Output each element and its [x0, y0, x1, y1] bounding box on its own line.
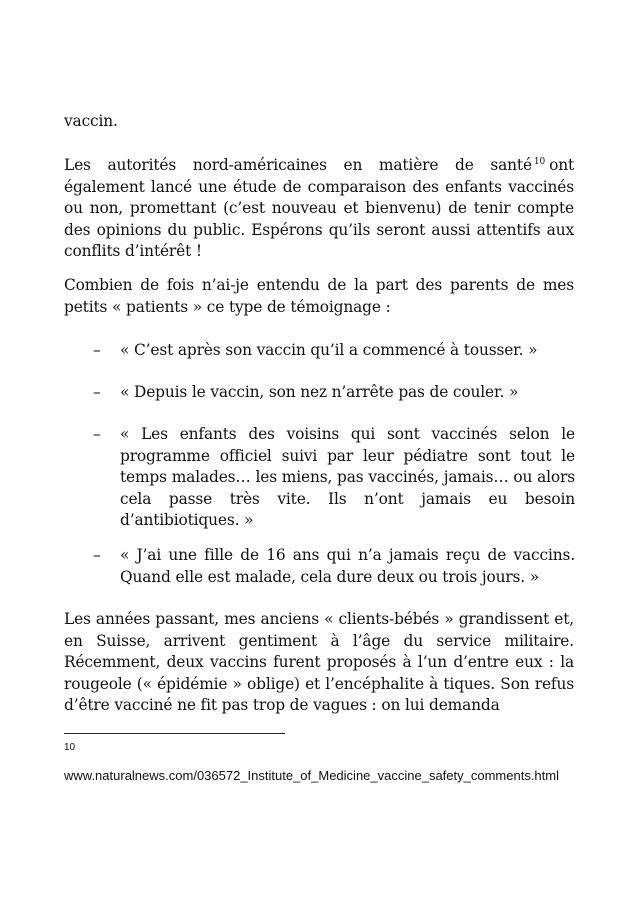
- list-item-text: « Les enfants des voisins qui sont vaccinés selon le programme officiel suivi par leur pédiatre sont tout le temps malades… les miens, pas vaccinés, jamais… ou alors cela passe très vite. Ils n’ont jamais eu besoin d’antibiotiques. »: [120, 425, 575, 529]
- list-item: [93, 340, 575, 362]
- paragraph-text: Combien de fois n’ai-je entendu de la part des parents de mes petits « patients » ce type de témoignage :: [64, 276, 574, 316]
- paragraph-text: vaccin.: [64, 112, 118, 130]
- list-item-text: « J’ai une fille de 16 ans qui n’a jamais reçu de vaccins. Quand elle est malade, cela dure deux ou trois jours. »: [120, 546, 575, 586]
- list-item-text: « C’est après son vaccin qu’il a commencé à tousser. »: [120, 341, 538, 359]
- footnote-url[interactable]: www.naturalnews.com/036572_Institute_of_Medicine_vaccine_safety_comments.html: [64, 768, 559, 783]
- list-item: [93, 382, 575, 404]
- paragraph-text: Les années passant, mes anciens « clients-bébés » grandissent et, en Suisse, arrivent gentiment à l’âge du service militaire. Récemment, deux vaccins furent proposés à l’un d’entre eux : la rougeole (« épidémie » oblige) et l’encéphalite à tiques. Son refus d’être vacciné ne fit pas trop de vagues : on lui demanda: [64, 610, 574, 714]
- paragraph-text: ont également lancé une étude de comparaison des enfants vaccinés ou non, promettant (c’est nouveau et bienvenu) de tenir compte des opinions du public. Espérons qu’ils seront aussi attentifs aux conflits d’intérêt !: [64, 156, 574, 260]
- paragraph-continuation: [64, 111, 574, 133]
- list-dash: –: [93, 383, 101, 401]
- list-item-text: « Depuis le vaccin, son nez n’arrête pas de couler. »: [120, 383, 519, 401]
- footnote-number: 10: [64, 742, 76, 753]
- paragraph-text: Les autorités nord-américaines en matière de santé: [64, 156, 532, 174]
- list-item: [93, 424, 575, 532]
- paragraph-military-service: [64, 609, 574, 717]
- list-dash: –: [93, 425, 101, 443]
- list-item: [93, 545, 575, 588]
- footnote-reference[interactable]: 10: [533, 157, 546, 167]
- paragraph-authorities: [64, 152, 574, 263]
- list-dash: –: [93, 341, 101, 359]
- paragraph-testimony-intro: [64, 275, 574, 318]
- list-dash: –: [93, 546, 101, 564]
- footnote-divider: [64, 733, 285, 734]
